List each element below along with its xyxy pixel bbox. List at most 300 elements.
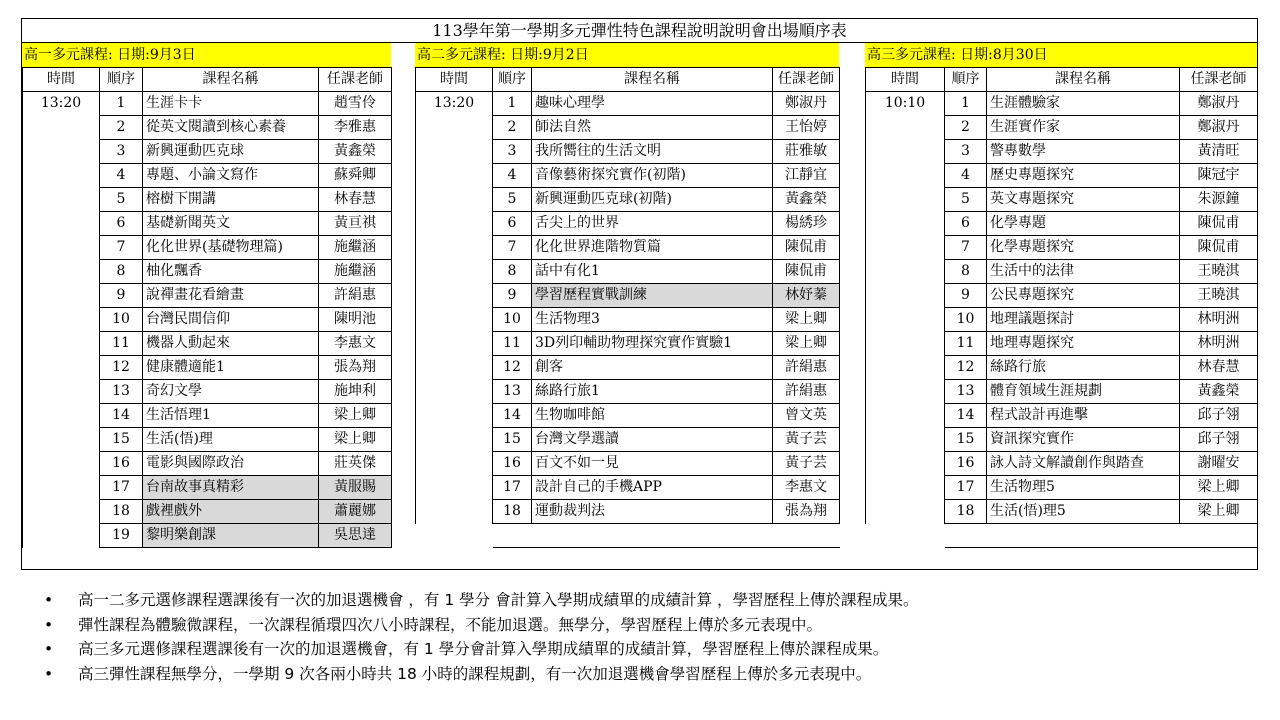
course-name-cell: 生活(悟)理5 bbox=[987, 500, 1180, 524]
time-cell bbox=[416, 308, 493, 332]
time-cell bbox=[866, 476, 945, 500]
bullet-icon: • bbox=[44, 591, 54, 609]
table-row bbox=[23, 380, 392, 404]
teacher-cell: 吳思達 bbox=[319, 524, 392, 548]
table-row bbox=[23, 476, 392, 500]
teacher-cell: 張為翔 bbox=[319, 356, 392, 380]
time-cell bbox=[23, 284, 100, 308]
course-name-cell: 化化世界(基礎物理篇) bbox=[143, 236, 319, 260]
course-table bbox=[415, 67, 840, 548]
table-row bbox=[416, 116, 840, 140]
table-row bbox=[416, 428, 840, 452]
course-name-cell: 黎明樂創課 bbox=[143, 524, 319, 548]
section-banner: 高一多元課程: 日期:9月3日 bbox=[22, 43, 391, 67]
teacher-cell: 陳侃甫 bbox=[1180, 212, 1258, 236]
course-name-cell: 台灣民間信仰 bbox=[143, 308, 319, 332]
table-row bbox=[416, 188, 840, 212]
order-cell: 2 bbox=[493, 116, 532, 140]
course-name-cell: 舌尖上的世界 bbox=[532, 212, 773, 236]
table-row bbox=[23, 284, 392, 308]
course-name-cell: 台灣文學選讀 bbox=[532, 428, 773, 452]
order-cell: 19 bbox=[100, 524, 143, 548]
time-cell bbox=[23, 260, 100, 284]
table-row bbox=[866, 308, 1258, 332]
teacher-cell: 林明洲 bbox=[1180, 332, 1258, 356]
course-name-cell: 3D列印輔助物理探究實作實驗1 bbox=[532, 332, 773, 356]
order-cell: 13 bbox=[945, 380, 987, 404]
teacher-cell: 林春慧 bbox=[1180, 356, 1258, 380]
note-text: 高三彈性課程無學分，一學期 9 次各兩小時共 18 小時的課程規劃，有一次加退選機會學習歷程上傳於多元表現中。 bbox=[78, 664, 872, 683]
course-name-cell: 趣味心理學 bbox=[532, 92, 773, 116]
course-name-cell: 生物咖啡館 bbox=[532, 404, 773, 428]
table-row bbox=[416, 476, 840, 500]
empty-row bbox=[866, 524, 1258, 548]
table-row bbox=[416, 284, 840, 308]
time-cell bbox=[416, 500, 493, 524]
time-cell bbox=[23, 236, 100, 260]
teacher-cell: 黃鑫榮 bbox=[1180, 380, 1258, 404]
time-cell bbox=[23, 404, 100, 428]
order-cell: 14 bbox=[493, 404, 532, 428]
table-row bbox=[866, 116, 1258, 140]
order-cell: 8 bbox=[945, 260, 987, 284]
teacher-cell: 朱源鐘 bbox=[1180, 188, 1258, 212]
order-cell: 8 bbox=[493, 260, 532, 284]
order-cell: 4 bbox=[493, 164, 532, 188]
time-cell bbox=[866, 452, 945, 476]
time-cell bbox=[866, 260, 945, 284]
notes-list bbox=[44, 588, 919, 686]
order-cell: 18 bbox=[945, 500, 987, 524]
table-row bbox=[416, 356, 840, 380]
table-row bbox=[866, 356, 1258, 380]
course-name-cell: 公民專題探究 bbox=[987, 284, 1180, 308]
order-cell: 16 bbox=[100, 452, 143, 476]
teacher-cell: 黃子芸 bbox=[773, 452, 840, 476]
time-cell bbox=[23, 188, 100, 212]
table-row bbox=[416, 164, 840, 188]
table-row bbox=[23, 452, 392, 476]
order-cell: 6 bbox=[100, 212, 143, 236]
order-cell: 4 bbox=[100, 164, 143, 188]
course-name-cell: 師法自然 bbox=[532, 116, 773, 140]
order-cell: 15 bbox=[945, 428, 987, 452]
teacher-cell: 李雅惠 bbox=[319, 116, 392, 140]
empty-cell bbox=[866, 524, 945, 548]
teacher-cell: 陳侃甫 bbox=[773, 236, 840, 260]
order-cell: 5 bbox=[493, 188, 532, 212]
bullet-icon: • bbox=[44, 615, 54, 634]
time-cell bbox=[23, 476, 100, 500]
teacher-cell: 邱子翎 bbox=[1180, 404, 1258, 428]
teacher-cell: 王怡婷 bbox=[773, 116, 840, 140]
teacher-cell: 李惠文 bbox=[319, 332, 392, 356]
course-name-cell: 創客 bbox=[532, 356, 773, 380]
order-cell: 17 bbox=[493, 476, 532, 500]
time-cell bbox=[416, 260, 493, 284]
empty-cell bbox=[493, 524, 532, 548]
time-cell bbox=[23, 500, 100, 524]
table-row bbox=[866, 452, 1258, 476]
course-name-cell: 說禪畫花看繪畫 bbox=[143, 284, 319, 308]
teacher-cell: 莊英傑 bbox=[319, 452, 392, 476]
table-row bbox=[23, 428, 392, 452]
column-header-teacher: 任課老師 bbox=[773, 68, 840, 92]
time-cell bbox=[23, 452, 100, 476]
empty-cell bbox=[773, 524, 840, 548]
table-row bbox=[866, 428, 1258, 452]
order-cell: 10 bbox=[945, 308, 987, 332]
order-cell: 5 bbox=[945, 188, 987, 212]
order-cell: 18 bbox=[100, 500, 143, 524]
teacher-cell: 謝曜安 bbox=[1180, 452, 1258, 476]
order-cell: 6 bbox=[945, 212, 987, 236]
time-cell bbox=[23, 428, 100, 452]
column-header-time: 時間 bbox=[416, 68, 493, 92]
teacher-cell: 許絹惠 bbox=[773, 380, 840, 404]
teacher-cell: 江靜宜 bbox=[773, 164, 840, 188]
time-cell bbox=[866, 116, 945, 140]
course-table bbox=[22, 67, 392, 548]
teacher-cell: 蘇舜卿 bbox=[319, 164, 392, 188]
table-row bbox=[866, 380, 1258, 404]
course-name-cell: 設計自己的手機APP bbox=[532, 476, 773, 500]
column-header-course: 課程名稱 bbox=[143, 68, 319, 92]
order-cell: 1 bbox=[100, 92, 143, 116]
empty-cell bbox=[532, 524, 773, 548]
course-name-cell: 生活悟理1 bbox=[143, 404, 319, 428]
table-row bbox=[23, 236, 392, 260]
teacher-cell: 黃清旺 bbox=[1180, 140, 1258, 164]
time-cell bbox=[416, 476, 493, 500]
table-row bbox=[866, 140, 1258, 164]
header-row bbox=[416, 68, 840, 92]
teacher-cell: 王曉淇 bbox=[1180, 284, 1258, 308]
teacher-cell: 陳冠宇 bbox=[1180, 164, 1258, 188]
time-cell bbox=[866, 356, 945, 380]
teacher-cell: 梁上卿 bbox=[1180, 476, 1258, 500]
time-cell bbox=[866, 212, 945, 236]
column-header-teacher: 任課老師 bbox=[1180, 68, 1258, 92]
course-name-cell: 詠人詩文解讀創作與踏查 bbox=[987, 452, 1180, 476]
time-cell bbox=[23, 116, 100, 140]
table-row bbox=[23, 92, 392, 116]
order-cell: 10 bbox=[100, 308, 143, 332]
course-name-cell: 生活物理3 bbox=[532, 308, 773, 332]
table-row bbox=[866, 92, 1258, 116]
bullet-icon: • bbox=[44, 664, 54, 683]
table-row bbox=[416, 236, 840, 260]
column-header-order: 順序 bbox=[493, 68, 532, 92]
course-name-cell: 化學專題 bbox=[987, 212, 1180, 236]
table-row bbox=[866, 164, 1258, 188]
course-name-cell: 生活(悟)理 bbox=[143, 428, 319, 452]
order-cell: 15 bbox=[100, 428, 143, 452]
note-text: 高一二多元選修課程選課後有一次的加退選機會 ，有 1 學分 會計算入學期成績單的成績計算 ，學習歷程上傳於課程成果。 bbox=[78, 591, 919, 609]
teacher-cell: 張為翔 bbox=[773, 500, 840, 524]
course-name-cell: 化化世界進階物質篇 bbox=[532, 236, 773, 260]
order-cell: 10 bbox=[493, 308, 532, 332]
course-name-cell: 絲路行旅1 bbox=[532, 380, 773, 404]
column-header-teacher: 任課老師 bbox=[319, 68, 392, 92]
order-cell: 12 bbox=[493, 356, 532, 380]
course-name-cell: 話中有化1 bbox=[532, 260, 773, 284]
table-row bbox=[23, 308, 392, 332]
empty-cell bbox=[945, 524, 987, 548]
table-row bbox=[416, 140, 840, 164]
order-cell: 9 bbox=[945, 284, 987, 308]
course-name-cell: 榕樹下開講 bbox=[143, 188, 319, 212]
teacher-cell: 施繼涵 bbox=[319, 260, 392, 284]
order-cell: 13 bbox=[493, 380, 532, 404]
table-row bbox=[866, 236, 1258, 260]
order-cell: 3 bbox=[493, 140, 532, 164]
time-cell bbox=[416, 428, 493, 452]
table-row bbox=[416, 260, 840, 284]
teacher-cell: 李惠文 bbox=[773, 476, 840, 500]
course-name-cell: 化學專題探究 bbox=[987, 236, 1180, 260]
time-cell bbox=[416, 140, 493, 164]
teacher-cell: 黃服賜 bbox=[319, 476, 392, 500]
course-name-cell: 程式設計再進擊 bbox=[987, 404, 1180, 428]
teacher-cell: 梁上卿 bbox=[773, 332, 840, 356]
order-cell: 4 bbox=[945, 164, 987, 188]
course-name-cell: 新興運動匹克球 bbox=[143, 140, 319, 164]
table-row bbox=[23, 500, 392, 524]
time-cell bbox=[23, 308, 100, 332]
time-cell bbox=[23, 332, 100, 356]
time-cell bbox=[416, 188, 493, 212]
note-text: 彈性課程為體驗微課程，一次課程循環四次八小時課程，不能加退選。無學分，學習歷程上傳於多元表現中。 bbox=[78, 615, 823, 634]
teacher-cell: 鄭淑丹 bbox=[1180, 92, 1258, 116]
teacher-cell: 莊雅敏 bbox=[773, 140, 840, 164]
order-cell: 13 bbox=[100, 380, 143, 404]
time-cell bbox=[416, 380, 493, 404]
order-cell: 17 bbox=[945, 476, 987, 500]
empty-row bbox=[416, 524, 840, 548]
time-cell bbox=[23, 380, 100, 404]
course-name-cell: 運動裁判法 bbox=[532, 500, 773, 524]
schedule-sheet bbox=[21, 18, 1258, 570]
course-name-cell: 新興運動匹克球(初階) bbox=[532, 188, 773, 212]
order-cell: 15 bbox=[493, 428, 532, 452]
bullet-icon: • bbox=[44, 640, 54, 658]
time-cell bbox=[416, 164, 493, 188]
time-cell bbox=[866, 428, 945, 452]
table-row bbox=[416, 308, 840, 332]
order-cell: 12 bbox=[945, 356, 987, 380]
empty-cell bbox=[416, 524, 493, 548]
table-row bbox=[23, 524, 392, 548]
course-name-cell: 電影與國際政治 bbox=[143, 452, 319, 476]
course-name-cell: 英文專題探究 bbox=[987, 188, 1180, 212]
teacher-cell: 邱子翎 bbox=[1180, 428, 1258, 452]
time-cell bbox=[866, 332, 945, 356]
course-name-cell: 體育領域生涯規劃 bbox=[987, 380, 1180, 404]
course-name-cell: 生活物理5 bbox=[987, 476, 1180, 500]
section-banner: 高三多元課程: 日期:8月30日 bbox=[865, 43, 1257, 67]
course-name-cell: 生涯卡卡 bbox=[143, 92, 319, 116]
time-cell bbox=[866, 380, 945, 404]
course-name-cell: 台南故事真精彩 bbox=[143, 476, 319, 500]
teacher-cell: 林春慧 bbox=[319, 188, 392, 212]
column-header-course: 課程名稱 bbox=[987, 68, 1180, 92]
time-cell bbox=[416, 404, 493, 428]
header-row bbox=[866, 68, 1258, 92]
order-cell: 11 bbox=[945, 332, 987, 356]
teacher-cell: 林明洲 bbox=[1180, 308, 1258, 332]
order-cell: 14 bbox=[945, 404, 987, 428]
table-row bbox=[416, 380, 840, 404]
order-cell: 2 bbox=[100, 116, 143, 140]
teacher-cell: 黃子芸 bbox=[773, 428, 840, 452]
table-row bbox=[23, 164, 392, 188]
order-cell: 9 bbox=[493, 284, 532, 308]
table-row bbox=[23, 188, 392, 212]
course-table bbox=[865, 67, 1258, 548]
order-cell: 11 bbox=[493, 332, 532, 356]
order-cell: 12 bbox=[100, 356, 143, 380]
teacher-cell: 梁上卿 bbox=[1180, 500, 1258, 524]
order-cell: 16 bbox=[945, 452, 987, 476]
order-cell: 3 bbox=[100, 140, 143, 164]
header-row bbox=[23, 68, 392, 92]
time-cell bbox=[416, 332, 493, 356]
order-cell: 7 bbox=[100, 236, 143, 260]
teacher-cell: 趙雪伶 bbox=[319, 92, 392, 116]
teacher-cell: 施繼涵 bbox=[319, 236, 392, 260]
time-cell bbox=[416, 356, 493, 380]
course-name-cell: 生活中的法律 bbox=[987, 260, 1180, 284]
table-row bbox=[23, 260, 392, 284]
table-row bbox=[866, 404, 1258, 428]
order-cell: 2 bbox=[945, 116, 987, 140]
table-row bbox=[23, 404, 392, 428]
teacher-cell: 許絹惠 bbox=[319, 284, 392, 308]
course-name-cell: 專題、小論文寫作 bbox=[143, 164, 319, 188]
table-row bbox=[23, 332, 392, 356]
order-cell: 1 bbox=[493, 92, 532, 116]
teacher-cell: 鄭淑丹 bbox=[1180, 116, 1258, 140]
order-cell: 9 bbox=[100, 284, 143, 308]
column-header-order: 順序 bbox=[945, 68, 987, 92]
note-item bbox=[44, 613, 919, 638]
order-cell: 18 bbox=[493, 500, 532, 524]
order-cell: 3 bbox=[945, 140, 987, 164]
teacher-cell: 曾文英 bbox=[773, 404, 840, 428]
table-row bbox=[23, 140, 392, 164]
time-cell bbox=[23, 524, 100, 548]
course-name-cell: 柚化飄香 bbox=[143, 260, 319, 284]
order-cell: 7 bbox=[945, 236, 987, 260]
time-cell bbox=[416, 236, 493, 260]
teacher-cell: 許絹惠 bbox=[773, 356, 840, 380]
teacher-cell: 梁上卿 bbox=[319, 428, 392, 452]
course-name-cell: 百文不如一見 bbox=[532, 452, 773, 476]
course-name-cell: 地理議題探討 bbox=[987, 308, 1180, 332]
time-cell bbox=[416, 212, 493, 236]
empty-cell bbox=[1180, 524, 1258, 548]
column-header-time: 時間 bbox=[866, 68, 945, 92]
time-cell bbox=[23, 164, 100, 188]
table-row bbox=[416, 332, 840, 356]
order-cell: 14 bbox=[100, 404, 143, 428]
time-cell bbox=[866, 284, 945, 308]
course-name-cell: 學習歷程實戰訓練 bbox=[532, 284, 773, 308]
course-name-cell: 歷史專題探究 bbox=[987, 164, 1180, 188]
order-cell: 6 bbox=[493, 212, 532, 236]
teacher-cell: 施坤利 bbox=[319, 380, 392, 404]
teacher-cell: 陳明池 bbox=[319, 308, 392, 332]
course-name-cell: 絲路行旅 bbox=[987, 356, 1180, 380]
course-name-cell: 生涯體驗家 bbox=[987, 92, 1180, 116]
time-cell bbox=[866, 188, 945, 212]
time-cell bbox=[866, 236, 945, 260]
course-name-cell: 警專數學 bbox=[987, 140, 1180, 164]
course-name-cell: 基礎新聞英文 bbox=[143, 212, 319, 236]
course-section-1 bbox=[22, 43, 391, 571]
time-cell bbox=[866, 500, 945, 524]
column-header-order: 順序 bbox=[100, 68, 143, 92]
table-row bbox=[416, 212, 840, 236]
course-name-cell: 機器人動起來 bbox=[143, 332, 319, 356]
time-cell bbox=[416, 284, 493, 308]
course-name-cell: 從英文閱讀到核心素養 bbox=[143, 116, 319, 140]
order-cell: 17 bbox=[100, 476, 143, 500]
table-row bbox=[416, 92, 840, 116]
teacher-cell: 陳侃甫 bbox=[1180, 236, 1258, 260]
course-section-2 bbox=[415, 43, 839, 571]
time-cell bbox=[866, 404, 945, 428]
table-row bbox=[23, 116, 392, 140]
order-cell: 8 bbox=[100, 260, 143, 284]
time-cell bbox=[23, 212, 100, 236]
page-title: 113學年第一學期多元彈性特色課程說明說明會出場順序表 bbox=[22, 19, 1257, 43]
time-cell bbox=[866, 140, 945, 164]
course-name-cell: 我所嚮往的生活文明 bbox=[532, 140, 773, 164]
table-row bbox=[866, 332, 1258, 356]
teacher-cell: 王曉淇 bbox=[1180, 260, 1258, 284]
table-row bbox=[866, 260, 1258, 284]
column-header-time: 時間 bbox=[23, 68, 100, 92]
course-name-cell: 奇幻文學 bbox=[143, 380, 319, 404]
teacher-cell: 黃鑫榮 bbox=[319, 140, 392, 164]
table-row bbox=[416, 500, 840, 524]
course-name-cell: 戲裡戲外 bbox=[143, 500, 319, 524]
note-item bbox=[44, 588, 919, 613]
table-row bbox=[23, 212, 392, 236]
table-row bbox=[23, 356, 392, 380]
time-cell bbox=[866, 308, 945, 332]
time-cell: 13:20 bbox=[23, 92, 100, 116]
teacher-cell: 鄭淑丹 bbox=[773, 92, 840, 116]
table-row bbox=[866, 476, 1258, 500]
table-row bbox=[866, 188, 1258, 212]
order-cell: 16 bbox=[493, 452, 532, 476]
time-cell: 13:20 bbox=[416, 92, 493, 116]
course-section-3 bbox=[865, 43, 1257, 571]
time-cell bbox=[23, 356, 100, 380]
column-header-course: 課程名稱 bbox=[532, 68, 773, 92]
note-text: 高三多元選修課程選課後有一次的加退選機會，有 1 學分會計算入學期成績單的成績計算，學習歷程上傳於課程成果。 bbox=[78, 640, 889, 658]
course-name-cell: 地理專題探究 bbox=[987, 332, 1180, 356]
teacher-cell: 黃鑫榮 bbox=[773, 188, 840, 212]
note-item bbox=[44, 637, 919, 662]
table-row bbox=[866, 500, 1258, 524]
teacher-cell: 黃亘祺 bbox=[319, 212, 392, 236]
teacher-cell: 梁上卿 bbox=[773, 308, 840, 332]
table-row bbox=[866, 212, 1258, 236]
